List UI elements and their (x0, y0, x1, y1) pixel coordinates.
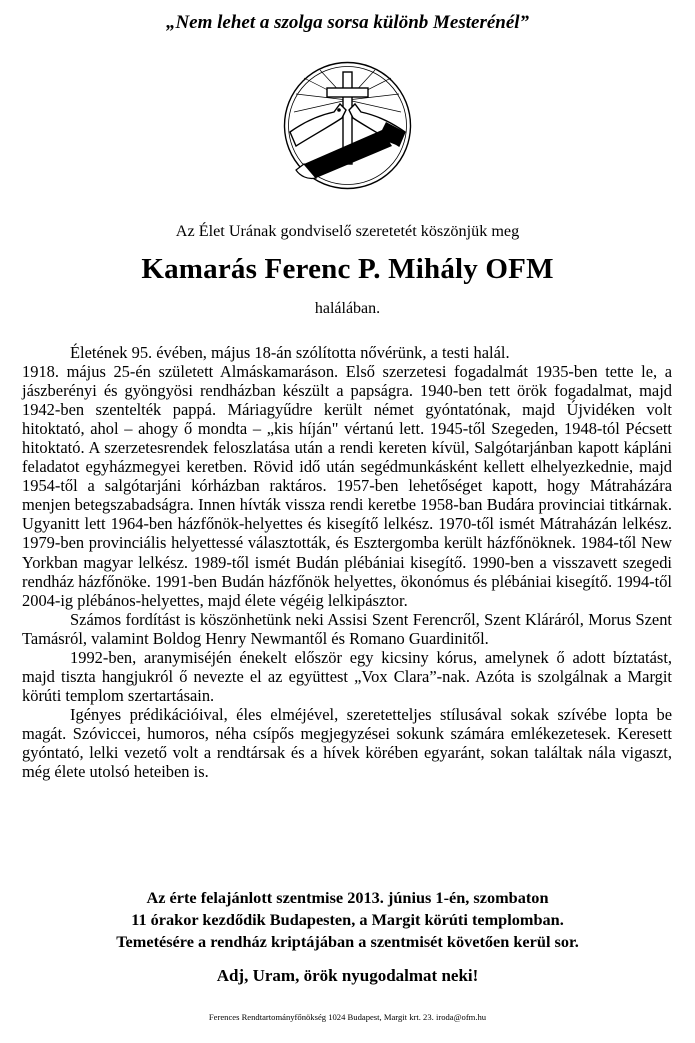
deceased-name: Kamarás Ferenc P. Mihály OFM (141, 253, 554, 285)
paragraph-character: Igényes prédikációival, éles elméjével, szeretetteljes stílusával sokak szívébe lopta be magát. Szóviccei, humoros, néha csípős megjegyzései sokunk számára emlékezetesek. Keresett gyóntató, lelki vezető volt a rendtársak és a hívek körében egyaránt, sokan találtak nála vigaszt, még élete utolsó heteiben is. (22, 704, 672, 782)
motto: „Nem lehet a szolga sorsa különb Mesterénél” (165, 12, 530, 33)
mass-line-1: Az érte felajánlott szentmise 2013. június 1-én, szombaton (146, 888, 549, 907)
paragraph-first-line: Életének 95. évében, május 18-án szólította nővérünk, a testi halál. (70, 343, 510, 362)
obituary-text (22, 343, 672, 781)
franciscan-emblem-icon (282, 60, 413, 191)
paragraph-vox-clara: 1992-ben, aranymiséjén énekelt először egy kicsiny kórus, amelynek ő adott bíztatást, majd tiszta hangjukról ő nevezte el az együttest „Vox Clara”-nak. Azóta is szolgálnak a Margit körúti templom szertartásain. (22, 647, 672, 705)
closing-prayer: Adj, Uram, örök nyugodalmat neki! (216, 966, 479, 985)
mass-line-3: Temetésére a rendház kriptájában a szentmisét követően kerül sor. (116, 932, 579, 951)
paragraph-biography: 1918. május 25-én született Almáskamaráson. Első szerzetesi fogadalmát 1935-ben tette le, a jászberényi és gyöngyösi rendházban készült a papságra. 1940-ben tett örök fogadalmat, majd 1942-ben szentelték pappá. Máriagyűdre került német gyóntatónak, majd Újvidéken volt hitoktató, ahol – ahogy ő mondta – „kis híján" vértanú lett. 1945-től Szegeden, 1948-tól Pécsett hitoktató. A szerzetesrendek feloszlatása után a rendi kereten kívül, Salgótarjánban kapott kápláni feladatot egyházmegyei keretben. Rövid idő után segédmunkásként kellett elhelyezkednie, majd 1954-től a salgótarjáni kórházban raktáros. 1957-ben lehetőséget kapott, hogy Mátraházára menjen betegszabadságra. Innen hívták vissza rendi keretbe 1958-ban Budára provinciai titkárnak. Ugyanitt lett 1964-ben házfőnök-helyettes és kisegítő lelkész. 1970-től ismét Mátraházán lelkész. 1979-ben provinciális helyettessé választották, és Esztergomba került házfőnöknek. 1984-től New Yorkban magyar lelkész. 1989-től ismét Budán plébániai kisegítő. 1990-ben a visszavett szegedi rendház házfőnöke. 1991-ben Budán házfőnök helyettes, ökonómus és plébániai kisegítő. 1994-től 2004-ig plébános-helyettes, majd élete végéig lelkipásztor. (22, 362, 672, 610)
paragraph-translations: Számos fordítást is köszönhetünk neki Assisi Szent Ferencről, Szent Kláráról, Morus Szent Tamásról, valamint Boldog Henry Newmantől és Romano Guardinitől. (22, 609, 672, 648)
footer-address: Ferences Rendtartományfőnökség 1024 Budapest, Margit krt. 23. iroda@ofm.hu (208, 1012, 487, 1022)
intro-line: Az Élet Urának gondviselő szeretetét köszönjük meg (175, 222, 520, 240)
in-death-line: halálában. (314, 300, 381, 317)
mass-announcement (0, 887, 695, 953)
mass-line-2: 11 órakor kezdődik Budapesten, a Margit körúti templomban. (131, 910, 564, 929)
